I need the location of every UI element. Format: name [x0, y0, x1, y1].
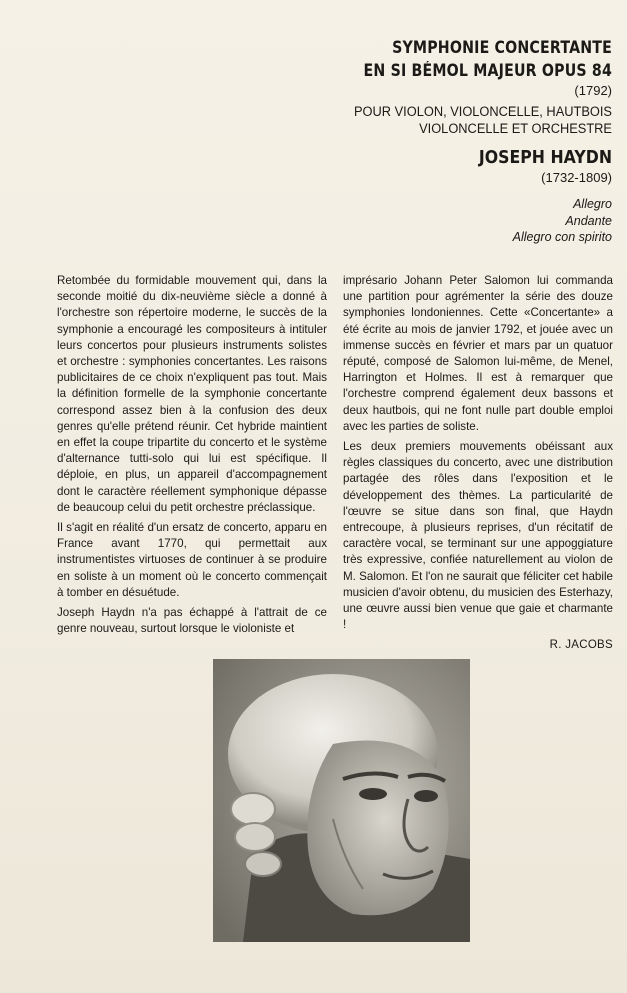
paragraph: Joseph Haydn n'a pas échappé à l'attrait de ce genre nouveau, surtout lorsque le violoniste et — [57, 606, 327, 636]
paragraph: Retombée du formidable mouvement qui, dans la seconde moitié du dix-neuvième siècle a donné à l'orchestre son répertoire moderne, le succès de la symphonie a encouragé les compositeurs à intituler leurs concertos pour plusieurs instruments solistes et orchestre : symphonies concertantes. Les raisons publicitaires de ce choix n'expliquent pas tout. Mais la définition formelle de la symphonie concertante correspond assez bien à la confusion des deux genres qu'elle prétend réunir. Cet hybride maintient en effet la coupe tripartite du concerto et le système d'alternance tutti-solo qui lui est spécifique. Il déploie, en plus, un appareil d'accompagnement dont le caractère réellement symphonique dépasse de beaucoup celui du petit orchestre préclassique. — [57, 274, 327, 514]
paragraph: imprésario Johann Peter Salomon lui commanda une partition pour agrémenter la série des douze symphonies londoniennes. Cette «Concertante» a été écrite au mois de janvier 1792, et jouée avec un immense succès en février et mars par un quatuor réputé, composé de Salomon lui-même, de Menel, Harrington et Holmes. Il est à remarquer que l'orchestre comprend également deux bassons et deux hautbois, qui ne font nulle part double emploi avec les parties de soliste. — [343, 274, 613, 433]
movement-3: Allegro con spirito — [512, 230, 612, 244]
instruments-line-2: VIOLONCELLE ET ORCHESTRE — [419, 121, 612, 136]
instruments-line-1: POUR VIOLON, VIOLONCELLE, HAUTBOIS — [354, 104, 612, 119]
paragraph: Il s'agit en réalité d'un ersatz de concerto, apparu en France avant 1770, qui permettait aux instrumentistes virtuoses de continuer à se produire en soliste à un moment où le concerto commençait à tomber en désuétude. — [57, 521, 327, 599]
text-column-left — [57, 273, 327, 641]
movement-2: Andante — [565, 213, 612, 228]
title-line-2: EN SI BÉMOL MAJEUR OPUS 84 — [363, 61, 612, 80]
composition-year: (1792) — [574, 83, 612, 98]
header — [192, 36, 612, 246]
paragraph: Les deux premiers mouvements obéissant aux règles classiques du concerto, avec une distribution partagée des rôles dans l'exposition et le développement des thèmes. La particularité de l'œuvre se situe dans son final, que Haydn entrecoupe, à plusieurs reprises, d'un récitatif de caractère vocal, se terminant sur une appoggiature très expressive, confiée naturellement au violon de M. Salomon. Et l'on ne saurait que féliciter cet habile musicien d'avoir obtenu, du musicien des Esterhazy, une œuvre aussi bien venue que gaie et charmante ! — [343, 440, 613, 632]
composer-name: JOSEPH HAYDN — [478, 148, 612, 168]
author-signature: R. JACOBS — [549, 639, 613, 652]
title-line-1: SYMPHONIE CONCERTANTE — [392, 38, 612, 57]
haydn-portrait-image — [213, 659, 470, 942]
movement-list — [192, 196, 612, 246]
composer-dates: (1732-1809) — [541, 170, 612, 185]
text-column-right — [343, 273, 613, 654]
movement-1: Allegro — [573, 197, 612, 211]
